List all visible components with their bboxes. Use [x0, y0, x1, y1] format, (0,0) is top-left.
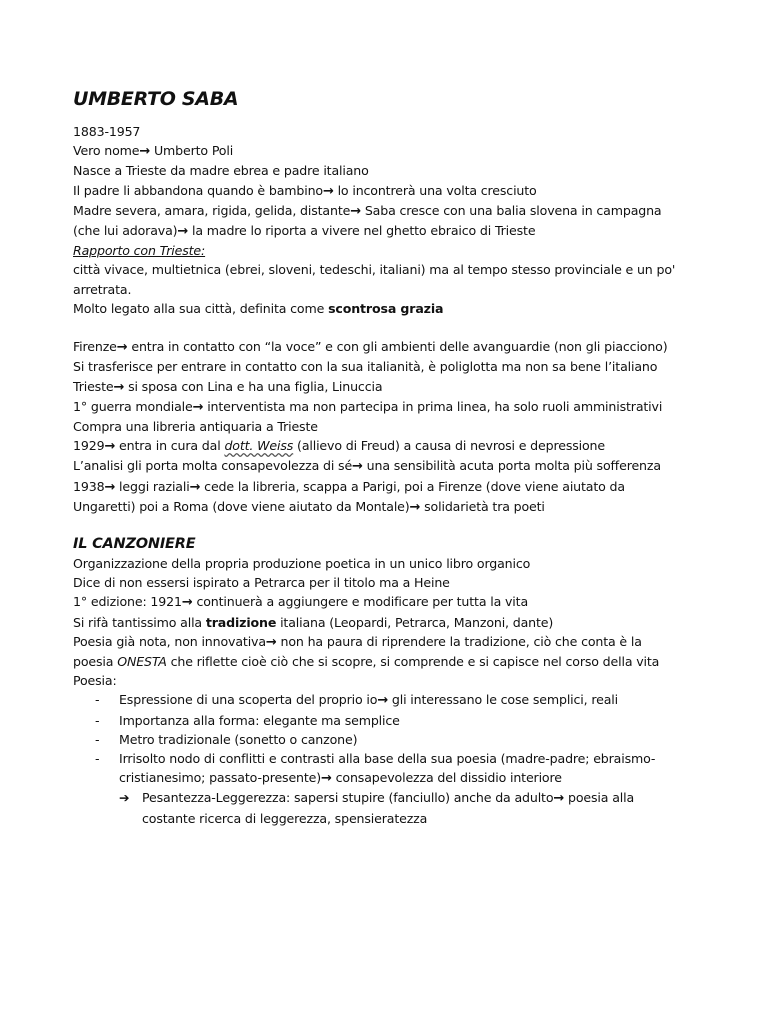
known-line-2: [73, 652, 693, 671]
year-1938-line: [73, 477, 693, 497]
tradition-line: [73, 613, 693, 632]
year-1929-text-end: (allievo di Freud) a causa di nevrosi e depressione: [293, 438, 605, 454]
trieste-marriage-line: [73, 377, 693, 397]
arrow-bullet-icon: ➔: [119, 790, 130, 806]
mother-line: [73, 201, 693, 221]
poesia-label: Poesia:: [73, 673, 117, 689]
year-1938-text-cont: Ungaretti) poi a Roma (dove viene aiutato da Montale): [73, 498, 410, 514]
trieste-heading: Rapporto con Trieste:: [73, 243, 206, 259]
document-body: [73, 86, 693, 828]
arrow-icon: →: [350, 203, 361, 219]
edition-text: continuerà a aggiungere e modificare per tutta la vita: [192, 594, 529, 610]
arrow-icon: →: [181, 595, 193, 611]
mother-text-end: la madre lo riporta a vivere nel ghetto ebraico di Trieste: [188, 223, 536, 239]
known-text-cont: non ha paura di riprendere la tradizione, ciò che conta è la: [276, 633, 642, 649]
attached-line: [73, 299, 693, 318]
analysis-text-cont: una sensibilità acuta porta molta più sofferenza: [362, 458, 661, 474]
sub-list-item-continuation: [73, 809, 693, 828]
trieste-text: si sposa con Lina e ha una figlia, Linuccia: [124, 378, 383, 394]
race-laws-text: leggi raziali: [115, 478, 190, 494]
real-name-value: Umberto Poli: [150, 143, 234, 159]
analysis-text: L’analisi gli porta molta consapevolezza di sé: [73, 458, 353, 474]
trieste-desc-2: arretrata.: [73, 281, 132, 297]
attached-text: Molto legato alla sua città, definita come: [73, 300, 329, 316]
petrarca-line: Dice di non essersi ispirato a Petrarca per il titolo ma a Heine: [73, 575, 450, 591]
sub-item-text: Pesantezza-Leggerezza: sapersi stupire (fanciullo) anche da adulto: [142, 790, 554, 806]
transfer-line: Si trasferisce per entrare in contatto con la sua italianità, è poliglotta ma non sa bene l’italiano: [73, 359, 658, 375]
bookshop-line: Compra una libreria antiquaria a Trieste: [73, 419, 318, 435]
bullet-text: Irrisolto nodo di conflitti e contrasti alla base della sua poesia (madre-padre; ebraismo-: [119, 751, 656, 767]
tradition-text: Si rifà tantissimo alla: [73, 614, 206, 630]
trieste-label: Trieste: [73, 378, 114, 394]
bullet-text: Importanza alla forma: elegante ma semplice: [119, 712, 400, 728]
doctor-name: dott. Weiss: [224, 438, 294, 454]
war-text: interventista ma non partecipa in prima linea, ha solo ruoli amministrativi: [203, 398, 663, 414]
spacer: [73, 318, 693, 337]
mother-text-paren: (che lui adorava): [73, 223, 178, 239]
arrow-icon: →: [265, 634, 277, 650]
firenze-line: [73, 337, 693, 357]
bullet-text: Metro tradizionale (sonetto o canzone): [119, 731, 358, 747]
year-1929-label: 1929: [73, 438, 105, 454]
year-1938-label: 1938: [73, 478, 105, 494]
real-name-label: Vero nome: [73, 143, 140, 159]
firenze-text: entra in contatto con “la voce” e con gli ambienti delle avanguardie (non gli piacciono): [127, 339, 668, 355]
bullet-dash: -: [95, 731, 100, 747]
known-text-end: che riflette cioè ciò che si scopre, si comprende e si capisce nel corso della vita: [166, 654, 660, 670]
arrow-icon: →: [409, 499, 421, 515]
arrow-icon: →: [104, 439, 116, 455]
arrow-icon: →: [322, 183, 334, 199]
mother-line-2: [73, 221, 693, 241]
arrow-icon: →: [377, 693, 389, 709]
war-label: 1° guerra mondiale: [73, 398, 193, 414]
arrow-icon: →: [192, 399, 204, 415]
list-item: [73, 690, 693, 710]
edition-line: [73, 592, 693, 612]
analysis-line: [73, 456, 693, 476]
arrow-icon: →: [116, 340, 128, 356]
section-heading-canzoniere: IL CANZONIERE: [73, 536, 196, 553]
bullet-text-cont: gli interessano le cose semplici, reali: [388, 692, 618, 708]
sub-item-text-cont: poesia alla: [564, 790, 635, 806]
org-line: Organizzazione della propria produzione poetica in un unico libro organico: [73, 556, 531, 572]
real-name-line: [73, 141, 693, 161]
bullet-dash: -: [95, 712, 100, 728]
known-line: [73, 632, 693, 652]
onesta-emphasis: ONESTA: [117, 654, 167, 670]
tradition-emphasis: tradizione: [205, 614, 277, 630]
list-item: [73, 711, 693, 730]
spacer: [73, 517, 693, 534]
arrow-icon: →: [113, 379, 125, 395]
year-1938-text: cede la libreria, scappa a Parigi, poi a Firenze (dove viene aiutato da: [200, 478, 625, 494]
arrow-icon: →: [177, 224, 189, 240]
year-1929-line: [73, 436, 693, 456]
arrow-icon: →: [352, 459, 363, 475]
list-item: [73, 730, 693, 749]
edition-label: 1° edizione: 1921: [73, 594, 182, 610]
years-line: 1883-1957: [73, 124, 141, 139]
arrow-icon: →: [321, 771, 332, 787]
arrow-icon: →: [104, 479, 116, 495]
sub-item-text-end: costante ricerca di leggerezza, spensieratezza: [142, 810, 428, 826]
mother-text: Madre severa, amara, rigida, gelida, distante: [73, 202, 351, 218]
known-text: Poesia già nota, non innovativa: [73, 633, 266, 649]
year-1929-text: entra in cura dal: [115, 438, 225, 454]
list-item-continuation: [73, 768, 693, 788]
bullet-text-end: consapevolezza del dissidio interiore: [331, 770, 562, 786]
sub-list-item: [73, 788, 693, 808]
war-line: [73, 397, 693, 417]
arrow-icon: →: [553, 791, 565, 807]
arrow-icon: →: [139, 144, 151, 160]
bullet-text: Espressione di una scoperta del proprio io: [119, 692, 378, 708]
bullet-dash: -: [95, 751, 100, 767]
attached-emphasis: scontrosa grazia: [328, 300, 444, 316]
bullet-dash: -: [95, 692, 100, 708]
tradition-text-end: italiana (Leopardi, Petrarca, Manzoni, dante): [276, 614, 554, 630]
firenze-label: Firenze: [73, 339, 117, 355]
list-item: [73, 749, 693, 768]
trieste-desc-1: città vivace, multietnica (ebrei, sloveni, tedeschi, italiani) ma al tempo stesso provinciale e un po': [73, 262, 676, 278]
father-line: [73, 181, 693, 201]
father-text-cont: lo incontrerà una volta cresciuto: [333, 182, 537, 198]
birth-line: Nasce a Trieste da madre ebrea e padre italiano: [73, 163, 369, 179]
year-1938-line-2: [73, 497, 693, 517]
known-text-poesia: poesia: [73, 654, 118, 670]
bullet-text-cont: cristianesimo; passato-presente): [119, 770, 322, 786]
page-title: UMBERTO SABA: [73, 88, 239, 110]
year-1938-text-end: solidarietà tra poeti: [420, 498, 545, 514]
arrow-icon: →: [189, 479, 201, 495]
mother-text-cont: Saba cresce con una balia slovena in campagna: [360, 202, 662, 218]
father-text: Il padre li abbandona quando è bambino: [73, 182, 323, 198]
